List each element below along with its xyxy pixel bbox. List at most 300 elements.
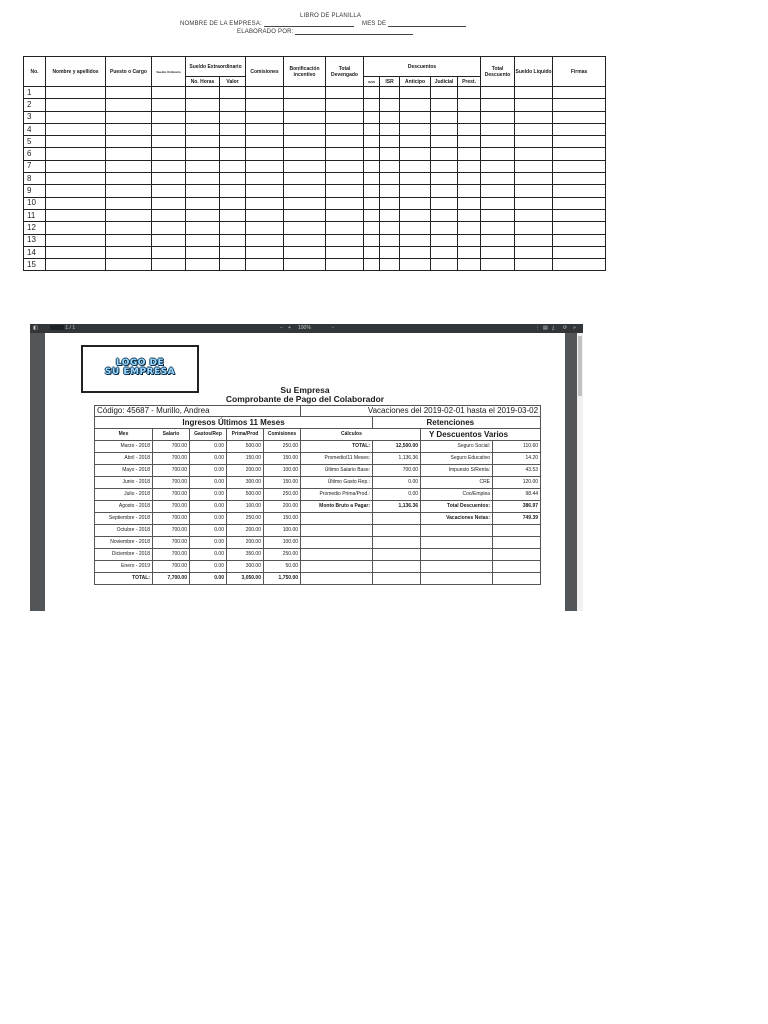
empty-cell (493, 537, 541, 549)
planilla-cell (380, 123, 400, 135)
planilla-cell (400, 87, 431, 99)
planilla-cell (400, 197, 431, 209)
planilla-cell (152, 222, 186, 234)
planilla-cell (380, 173, 400, 185)
col-gastos: Gastos/Rep (190, 429, 227, 441)
zoom-out-icon[interactable]: − (280, 325, 283, 331)
planilla-cell (515, 209, 553, 221)
planilla-cell (326, 87, 364, 99)
planilla-cell (515, 160, 553, 172)
calculo-label: Promedio/11 Meses: (301, 453, 373, 465)
header-anticipo: Anticipo (400, 77, 431, 87)
empty-cell (493, 561, 541, 573)
month-gastos: 0.00 (190, 537, 227, 549)
planilla-cell (380, 259, 400, 271)
month-gastos: 0.00 (190, 561, 227, 573)
planilla-cell (152, 173, 186, 185)
libro-de-planilla (0, 0, 768, 280)
planilla-cell (380, 234, 400, 246)
pdf-viewer (30, 324, 583, 611)
calculo-value: 1,136.36 (373, 453, 421, 465)
section-spacer (373, 417, 421, 429)
planilla-cell (106, 197, 152, 209)
planilla-cell (152, 136, 186, 148)
planilla-cell (46, 197, 106, 209)
section-row (95, 417, 541, 429)
planilla-cell (380, 197, 400, 209)
planilla-cell (326, 185, 364, 197)
planilla-row (24, 234, 606, 246)
mes-blank (388, 26, 466, 27)
planilla-cell (431, 259, 458, 271)
planilla-cell (380, 160, 400, 172)
planilla-cell (106, 160, 152, 172)
planilla-cell (553, 222, 606, 234)
planilla-cell (246, 185, 284, 197)
planilla-cell (246, 136, 284, 148)
empty-cell (301, 561, 373, 573)
planilla-cell (458, 234, 481, 246)
planilla-cell (326, 160, 364, 172)
month-salario: 700.00 (153, 453, 190, 465)
retencion-label: Total Descuentos: (421, 501, 493, 513)
planilla-cell (431, 136, 458, 148)
planilla-cell (46, 87, 106, 99)
row-number: 5 (24, 136, 46, 148)
planilla-row (24, 185, 606, 197)
planilla-cell (326, 136, 364, 148)
header-puesto: Puesto o Cargo (106, 57, 152, 87)
planilla-cell (458, 246, 481, 258)
planilla-cell (326, 99, 364, 111)
month-salario: 700.00 (153, 465, 190, 477)
retencion-label: Coo/Emplea (421, 489, 493, 501)
month-comisiones: 50.00 (264, 561, 301, 573)
planilla-cell (152, 148, 186, 160)
planilla-cell (326, 209, 364, 221)
planilla-cell (326, 197, 364, 209)
planilla-cell (246, 209, 284, 221)
planilla-cell (220, 99, 246, 111)
planilla-cell (515, 222, 553, 234)
month-row (95, 501, 541, 513)
page-count: 1 / 1 (65, 325, 76, 331)
planilla-cell (515, 185, 553, 197)
planilla-cell (220, 234, 246, 246)
planilla-cell (458, 148, 481, 160)
header-descuentos: Descuentos (364, 57, 481, 77)
print-icon[interactable]: ▤ (543, 325, 548, 331)
planilla-cell (220, 185, 246, 197)
page-indicator[interactable] (50, 324, 75, 333)
retencion-label: Seguro Social: (421, 441, 493, 453)
planilla-cell (326, 123, 364, 135)
month-gastos: 0.00 (190, 489, 227, 501)
planilla-cell (458, 123, 481, 135)
planilla-cell (400, 160, 431, 172)
month-salario: 700.00 (153, 501, 190, 513)
planilla-cell (364, 185, 380, 197)
planilla-cell (380, 185, 400, 197)
planilla-row (24, 111, 606, 123)
planilla-cell (246, 160, 284, 172)
page-number-input[interactable] (50, 325, 64, 330)
planilla-cell (46, 160, 106, 172)
planilla-cell (46, 234, 106, 246)
planilla-cell (284, 99, 326, 111)
planilla-cell (431, 123, 458, 135)
planilla-cell (431, 209, 458, 221)
empty-cell (373, 561, 421, 573)
planilla-cell (364, 123, 380, 135)
planilla-cell (326, 111, 364, 123)
planilla-cell (400, 148, 431, 160)
planilla-cell (515, 111, 553, 123)
planilla-cell (284, 197, 326, 209)
month-name: Julio - 2018 (95, 489, 153, 501)
planilla-cell (284, 111, 326, 123)
row-number: 7 (24, 160, 46, 172)
planilla-cell (46, 185, 106, 197)
planilla-cell (152, 209, 186, 221)
planilla-cell (458, 173, 481, 185)
planilla-cell (481, 197, 515, 209)
planilla-cell (553, 173, 606, 185)
planilla-cell (364, 197, 380, 209)
calculo-value: 12,500.00 (373, 441, 421, 453)
planilla-cell (326, 173, 364, 185)
planilla-row (24, 160, 606, 172)
planilla-cell (186, 197, 220, 209)
planilla-cell (186, 209, 220, 221)
download-icon[interactable]: ⤓ (552, 325, 555, 331)
planilla-cell (186, 136, 220, 148)
month-name: Marzo - 2018 (95, 441, 153, 453)
planilla-cell (458, 99, 481, 111)
planilla-cell (220, 259, 246, 271)
planilla-row (24, 173, 606, 185)
header-total-descuento: Total Descuento (481, 57, 515, 87)
planilla-cell (380, 246, 400, 258)
planilla-cell (481, 148, 515, 160)
planilla-cell (46, 173, 106, 185)
pdf-page (45, 333, 565, 611)
planilla-cell (431, 234, 458, 246)
month-comisiones: 100.00 (264, 465, 301, 477)
planilla-row (24, 148, 606, 160)
planilla-cell (186, 99, 220, 111)
empty-cell (421, 525, 493, 537)
planilla-cell (46, 99, 106, 111)
planilla-cell (481, 173, 515, 185)
retencion-value: 120.00 (493, 477, 541, 489)
libro-title: LIBRO DE PLANILLA (300, 13, 362, 19)
planilla-cell (46, 123, 106, 135)
planilla-cell (380, 148, 400, 160)
planilla-cell (481, 160, 515, 172)
planilla-cell (481, 123, 515, 135)
month-gastos: 0.00 (190, 441, 227, 453)
planilla-cell (246, 222, 284, 234)
header-isr: ISR (380, 77, 400, 87)
month-name: Junio - 2018 (95, 477, 153, 489)
planilla-cell (481, 222, 515, 234)
month-prima: 500.00 (227, 489, 264, 501)
planilla-cell (364, 173, 380, 185)
planilla-cell (400, 136, 431, 148)
month-name: Enero - 2019 (95, 561, 153, 573)
planilla-cell (284, 148, 326, 160)
month-row (95, 513, 541, 525)
planilla-cell (431, 185, 458, 197)
planilla-cell (284, 209, 326, 221)
totals-row (95, 573, 541, 585)
planilla-cell (186, 246, 220, 258)
planilla-cell (380, 209, 400, 221)
empty-cell (301, 573, 373, 585)
logo-line1: LOGO DE (115, 358, 165, 368)
vertical-scrollbar[interactable] (577, 333, 583, 611)
planilla-cell (431, 148, 458, 160)
planilla-row (24, 197, 606, 209)
total-prima: 3,050.00 (227, 573, 264, 585)
planilla-cell (481, 234, 515, 246)
planilla-cell (246, 246, 284, 258)
month-salario: 700.00 (153, 513, 190, 525)
month-name: Noviembre - 2018 (95, 537, 153, 549)
planilla-cell (515, 259, 553, 271)
planilla-row (24, 246, 606, 258)
planilla-table (23, 56, 606, 271)
header-sueldo-extra: Sueldo Extraordinario (186, 57, 246, 77)
planilla-cell (220, 87, 246, 99)
calculo-value: 0.00 (373, 477, 421, 489)
empresa-field (180, 21, 354, 27)
header-firmas: Firmas (553, 57, 606, 87)
col-salario: Salario (153, 429, 190, 441)
planilla-cell (246, 234, 284, 246)
company-name: Su Empresa (280, 385, 330, 395)
empty-cell (373, 537, 421, 549)
mes-field (362, 21, 466, 27)
planilla-cell (46, 259, 106, 271)
planilla-cell (106, 87, 152, 99)
planilla-cell (284, 234, 326, 246)
planilla-cell (553, 185, 606, 197)
month-row (95, 525, 541, 537)
planilla-cell (458, 111, 481, 123)
retenciones-title: Retenciones (421, 417, 541, 429)
col-calculos: Cálculos (301, 429, 421, 441)
planilla-cell (46, 246, 106, 258)
planilla-cell (400, 259, 431, 271)
planilla-cell (431, 111, 458, 123)
planilla-cell (553, 246, 606, 258)
empty-cell (493, 573, 541, 585)
row-number: 6 (24, 148, 46, 160)
empty-cell (493, 549, 541, 561)
planilla-cell (246, 87, 284, 99)
planilla-cell (246, 148, 284, 160)
empty-cell (373, 525, 421, 537)
calculo-value: 1,136.36 (373, 501, 421, 513)
calculo-value: 700.00 (373, 465, 421, 477)
planilla-cell (326, 148, 364, 160)
month-comisiones: 150.00 (264, 453, 301, 465)
planilla-cell (481, 99, 515, 111)
planilla-cell (364, 136, 380, 148)
planilla-cell (458, 87, 481, 99)
empty-cell (373, 513, 421, 525)
month-name: Septiembre - 2018 (95, 513, 153, 525)
planilla-cell (106, 185, 152, 197)
empty-cell (421, 549, 493, 561)
expand-icon[interactable]: » (573, 325, 576, 331)
header-total-devengado: Total Devengado (326, 57, 364, 87)
planilla-cell (458, 185, 481, 197)
zoom-level[interactable]: 100% (298, 325, 311, 331)
month-row (95, 465, 541, 477)
month-prima: 150.00 (227, 453, 264, 465)
planilla-cell (152, 123, 186, 135)
planilla-cell (400, 111, 431, 123)
planilla-cell (284, 185, 326, 197)
calculo-label: Último Gasto Rep.: (301, 477, 373, 489)
month-gastos: 0.00 (190, 525, 227, 537)
comprobante-body (95, 441, 541, 585)
planilla-cell (284, 123, 326, 135)
header-nombre: Nombre y apellidos (46, 57, 106, 87)
month-prima: 200.00 (227, 465, 264, 477)
planilla-cell (481, 259, 515, 271)
empty-cell (373, 573, 421, 585)
planilla-cell (553, 160, 606, 172)
voucher-title: Comprobante de Pago del Colaborador (225, 394, 385, 404)
planilla-cell (431, 222, 458, 234)
month-comisiones: 150.00 (264, 513, 301, 525)
planilla-row (24, 123, 606, 135)
header-judicial: Judicial (431, 77, 458, 87)
planilla-cell (106, 111, 152, 123)
planilla-cell (106, 222, 152, 234)
month-salario: 700.00 (153, 441, 190, 453)
planilla-row (24, 87, 606, 99)
planilla-cell (220, 173, 246, 185)
month-row (95, 549, 541, 561)
planilla-cell (186, 234, 220, 246)
planilla-cell (246, 173, 284, 185)
planilla-row (24, 259, 606, 271)
planilla-cell (380, 87, 400, 99)
month-salario: 700.00 (153, 549, 190, 561)
planilla-cell (481, 246, 515, 258)
planilla-cell (246, 99, 284, 111)
codigo-row (95, 406, 541, 417)
empty-cell (373, 549, 421, 561)
planilla-cell (106, 148, 152, 160)
empty-cell (301, 513, 373, 525)
empty-cell (421, 561, 493, 573)
month-comisiones: 250.00 (264, 441, 301, 453)
planilla-cell (431, 87, 458, 99)
planilla-cell (152, 246, 186, 258)
planilla-cell (431, 246, 458, 258)
planilla-cell (284, 246, 326, 258)
planilla-cell (364, 209, 380, 221)
planilla-row (24, 222, 606, 234)
planilla-cell (46, 222, 106, 234)
planilla-cell (106, 259, 152, 271)
planilla-cell (553, 197, 606, 209)
planilla-cell (400, 222, 431, 234)
descuentos-title: Y Descuentos Varios (421, 429, 541, 441)
planilla-cell (364, 234, 380, 246)
planilla-cell (220, 160, 246, 172)
planilla-cell (220, 123, 246, 135)
fit-page-icon[interactable]: ▫ (332, 325, 334, 331)
planilla-cell (458, 160, 481, 172)
month-comisiones: 200.00 (264, 501, 301, 513)
sidebar-toggle-icon[interactable]: ◧ (33, 325, 38, 331)
planilla-cell (458, 209, 481, 221)
planilla-cell (431, 160, 458, 172)
planilla-cell (106, 234, 152, 246)
planilla-cell (284, 259, 326, 271)
planilla-cell (380, 99, 400, 111)
logo-text (83, 359, 197, 377)
retencion-value: 43.53 (493, 465, 541, 477)
calculo-value: 0.00 (373, 489, 421, 501)
month-row (95, 537, 541, 549)
planilla-cell (515, 99, 553, 111)
planilla-cell (106, 246, 152, 258)
month-gastos: 0.00 (190, 501, 227, 513)
calculo-label: Último Salario Base: (301, 465, 373, 477)
planilla-cell (364, 111, 380, 123)
month-salario: 700.00 (153, 561, 190, 573)
scroll-thumb[interactable] (578, 336, 582, 396)
planilla-cell (400, 209, 431, 221)
planilla-cell (364, 148, 380, 160)
planilla-cell (220, 148, 246, 160)
month-comisiones: 100.00 (264, 525, 301, 537)
more-icon[interactable]: ⋮ (535, 325, 540, 331)
empty-cell (421, 573, 493, 585)
planilla-cell (553, 148, 606, 160)
calculo-label: Promedio Prima/Prod.: (301, 489, 373, 501)
planilla-cell (152, 234, 186, 246)
planilla-cell (553, 259, 606, 271)
month-prima: 200.00 (227, 537, 264, 549)
logo-line2: SU EMPRESA (104, 367, 176, 377)
total-comisiones: 1,750.00 (264, 573, 301, 585)
planilla-cell (364, 259, 380, 271)
planilla-cell (152, 185, 186, 197)
planilla-cell (481, 185, 515, 197)
header-valor: Valor (220, 77, 246, 87)
month-prima: 250.00 (227, 513, 264, 525)
planilla-cell (515, 87, 553, 99)
planilla-cell (515, 173, 553, 185)
col-mes: Mes (95, 429, 153, 441)
elaborado-blank (295, 34, 413, 35)
zoom-in-icon[interactable]: + (288, 325, 291, 331)
planilla-cell (246, 123, 284, 135)
planilla-cell (246, 259, 284, 271)
retencion-value: 110.60 (493, 441, 541, 453)
mes-label: MES DE (362, 21, 387, 27)
rotate-icon[interactable]: ⟳ (563, 325, 568, 331)
